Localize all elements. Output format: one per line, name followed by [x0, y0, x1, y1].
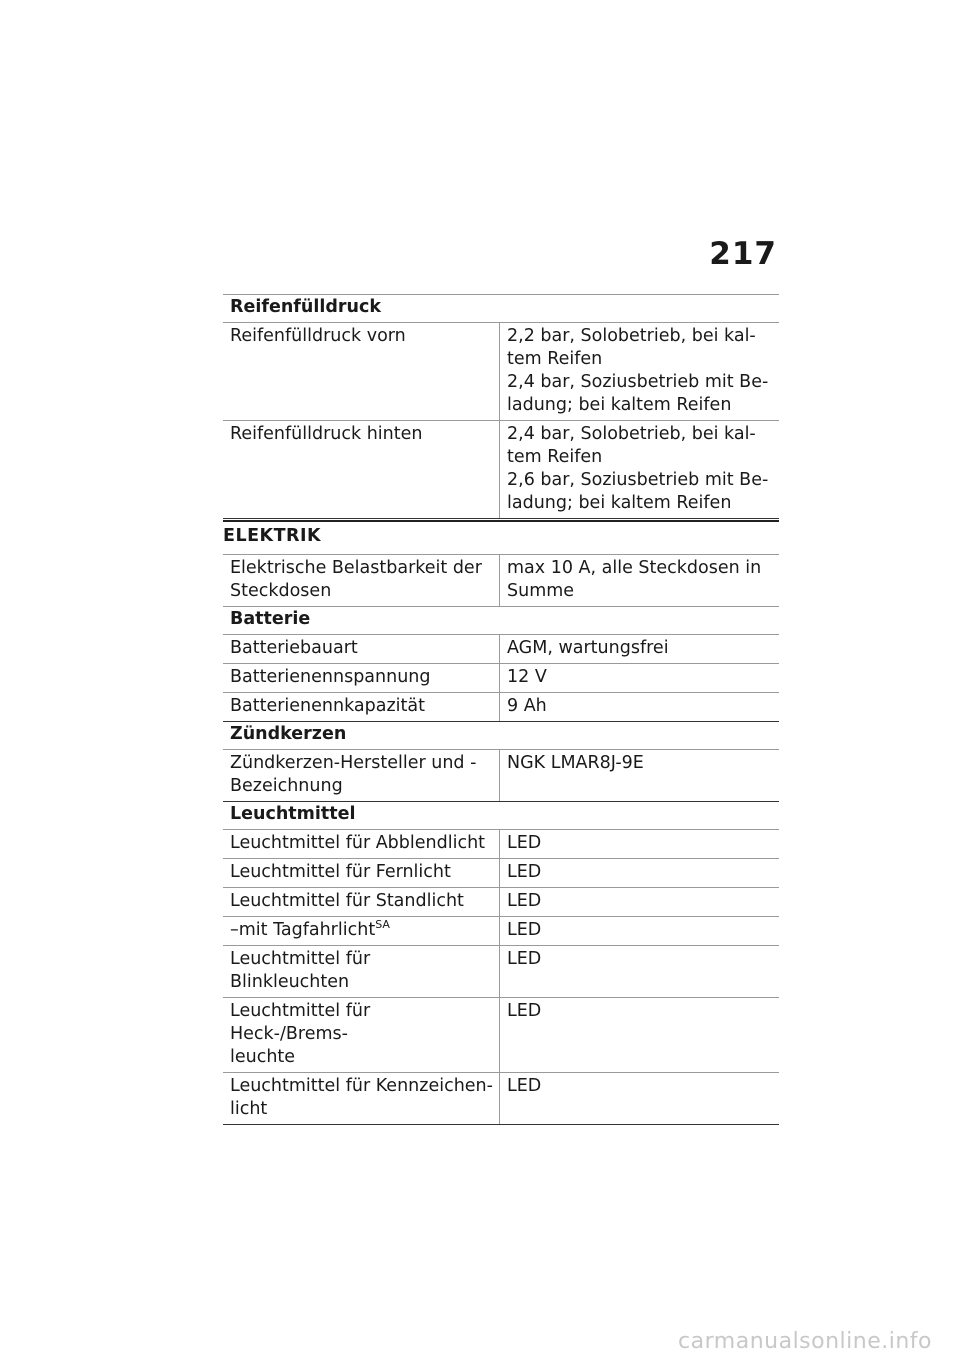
- row-label: Batteriebauart: [223, 635, 500, 664]
- table-row: [223, 750, 779, 802]
- value-line: 2,4 bar, Soziusbetrieb mit Be-: [507, 372, 769, 392]
- special-equipment-marker: SA: [375, 918, 390, 932]
- label-line: Steckdosen: [230, 581, 332, 601]
- row-value: LED: [500, 888, 780, 917]
- value-line: 2,6 bar, Soziusbetrieb mit Be-: [507, 470, 769, 490]
- row-label: Reifenfülldruck vorn: [223, 323, 500, 421]
- page-number: 217: [709, 236, 777, 272]
- row-value: LED: [500, 830, 780, 859]
- value-line: tem Reifen: [507, 447, 603, 467]
- table-subheading-row: [223, 607, 779, 635]
- row-label: Batterienennspannung: [223, 664, 500, 693]
- row-value: [500, 323, 780, 421]
- value-line: max 10 A, alle Steckdosen in: [507, 558, 762, 578]
- table-row: [223, 664, 779, 693]
- label-line: Zündkerzen-Hersteller und -: [230, 753, 477, 773]
- value-line: ladung; bei kaltem Reifen: [507, 493, 732, 513]
- table-subheading-row: [223, 295, 779, 323]
- table-subheading-row: [223, 802, 779, 830]
- row-value: LED: [500, 946, 780, 998]
- lamps-heading: Leuchtmittel: [223, 802, 779, 830]
- table-row: [223, 998, 779, 1073]
- electrics-table: [223, 554, 779, 1125]
- table-row: [223, 421, 779, 519]
- label-text: –mit Tagfahrlicht: [230, 920, 376, 940]
- row-label: [223, 917, 500, 946]
- row-label: Leuchtmittel für Abblendlicht: [223, 830, 500, 859]
- row-value: 9 Ah: [500, 693, 780, 722]
- spark-plug-heading: Zündkerzen: [223, 722, 779, 750]
- table-row: [223, 830, 779, 859]
- row-value: 12 V: [500, 664, 780, 693]
- table-row: [223, 1073, 779, 1125]
- row-value: LED: [500, 1073, 780, 1125]
- label-line: Leuchtmittel für Heck-/Brems-: [230, 1001, 371, 1044]
- table-row: [223, 323, 779, 421]
- row-label: Leuchtmittel für Fernlicht: [223, 859, 500, 888]
- label-line: Leuchtmittel für Kennzeichen-: [230, 1076, 493, 1096]
- table-row: [223, 555, 779, 607]
- row-label: [223, 750, 500, 802]
- row-value: [500, 421, 780, 519]
- row-label: Leuchtmittel für Blinkleuchten: [223, 946, 500, 998]
- row-label: [223, 998, 500, 1073]
- value-line: ladung; bei kaltem Reifen: [507, 395, 732, 415]
- table-row: [223, 917, 779, 946]
- tire-pressure-table: [223, 294, 779, 519]
- row-label: Batterienennkapazität: [223, 693, 500, 722]
- label-line: leuchte: [230, 1047, 296, 1067]
- row-label: [223, 555, 500, 607]
- table-row: [223, 888, 779, 917]
- value-line: tem Reifen: [507, 349, 603, 369]
- row-value: NGK LMAR8J-9E: [500, 750, 780, 802]
- value-line: Summe: [507, 581, 575, 601]
- row-label: Leuchtmittel für Standlicht: [223, 888, 500, 917]
- table-row: [223, 635, 779, 664]
- table-row: [223, 859, 779, 888]
- label-line: Elektrische Belastbarkeit der: [230, 558, 482, 578]
- section-title-electrics: ELEKTRIK: [223, 520, 779, 546]
- row-value: [500, 555, 780, 607]
- row-value: LED: [500, 917, 780, 946]
- table-row: [223, 946, 779, 998]
- table-subheading-row: [223, 722, 779, 750]
- value-line: 2,4 bar, Solobetrieb, bei kal-: [507, 424, 756, 444]
- label-line: licht: [230, 1099, 268, 1119]
- battery-heading: Batterie: [223, 607, 779, 635]
- value-line: 2,2 bar, Solobetrieb, bei kal-: [507, 326, 756, 346]
- tire-pressure-heading: Reifenfülldruck: [223, 295, 779, 323]
- label-line: Bezeichnung: [230, 776, 343, 796]
- row-value: LED: [500, 859, 780, 888]
- watermark: carmanualsonline.info: [678, 1329, 932, 1354]
- row-label: [223, 1073, 500, 1125]
- row-label: Reifenfülldruck hinten: [223, 421, 500, 519]
- row-value: AGM, wartungsfrei: [500, 635, 780, 664]
- row-value: LED: [500, 998, 780, 1073]
- table-row: [223, 693, 779, 722]
